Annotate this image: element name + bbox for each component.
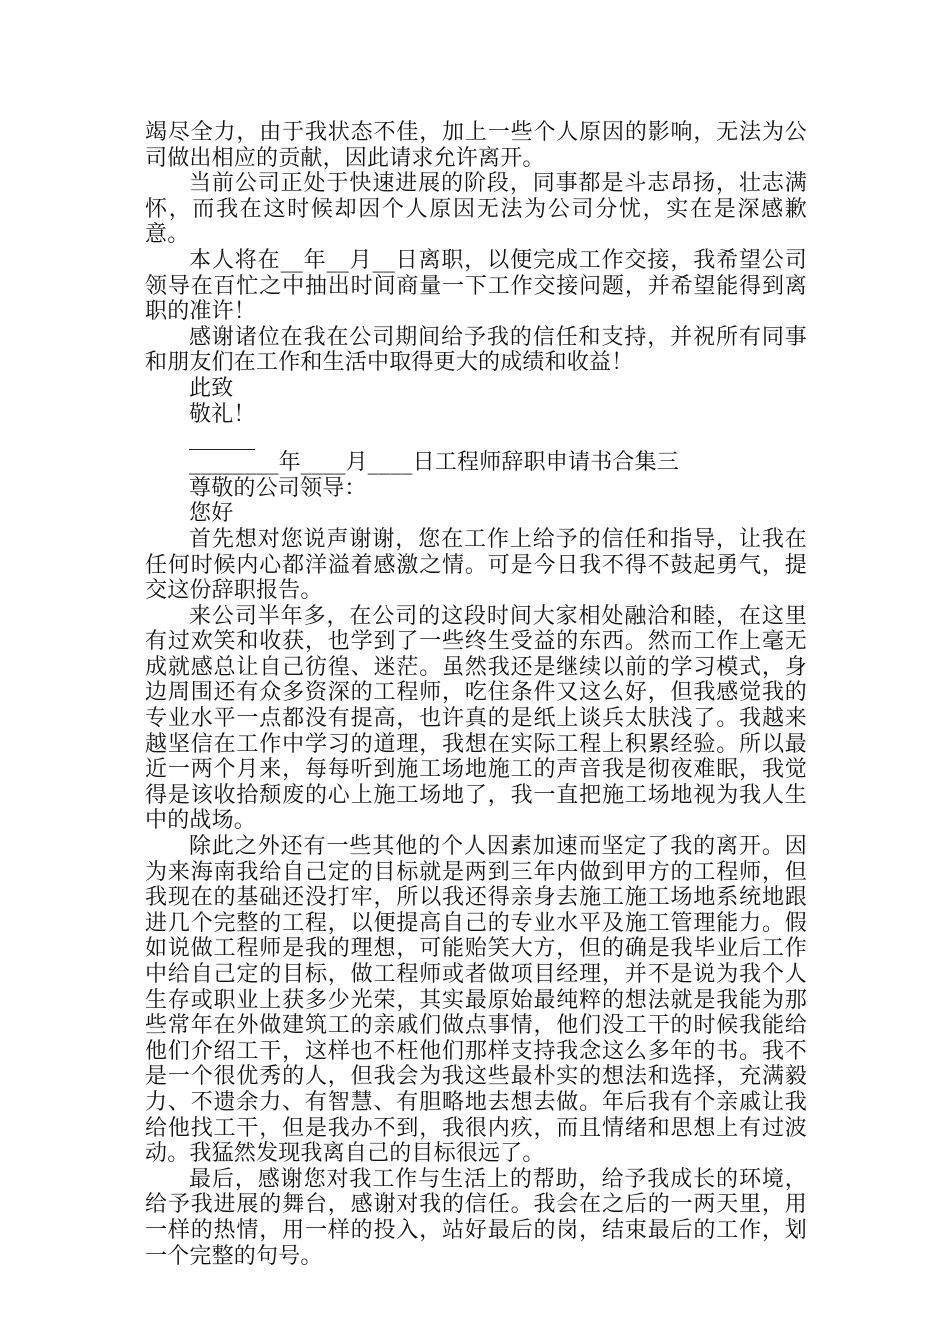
paragraph-company-growth: 当前公司正处于快速进展的阶段，同事都是斗志昂扬，壮志满怀，而我在这时候却因个人原因无法为公司分忧，实在是深感歉意。 [145,171,807,248]
paragraph-personal-reasons: 除此之外还有一些其他的个人因素加速而坚定了我的离开。因为来海南我给自己定的目标就是两到三年内做到甲方的工程师，但我现在的基础还没打牢，所以我还得亲身去施工施工场地系统地跟进几个完整的工程，以便提高自己的专业水平及施工管理能力。假如说做工程师是我的理想，可能贻笑大方，但的确是我毕业后工作中给自己定的目标，做工程师或者做项目经理，并不是说为我个人生存或职业上获多少光荣，其实最原始最纯粹的想法就是我能为那些常年在外做建筑工的亲戚们做点事情，他们没工干的时候我能给他们介绍工干，这样也不枉他们那样支持我念这么多年的书。我不是一个很优秀的人，但我会为我这些最朴实的想法和选择，充满毅力、不遗余力、有智慧、有胆略地去想去做。年后我有个亲戚让我给他找工干，但是我办不到，我很内疚，而且情绪和思想上有过波动。我猛然发现我离自己的目标很远了。 [145,834,807,1167]
signature-line [189,435,255,450]
paragraph-final-thanks: 最后，感谢您对我工作与生活上的帮助，给予我成长的环境，给予我进展的舞台，感谢对我的信任。我会在之后的一两天里，用一样的热情，用一样的投入，站好最后的岗，结束最后的工作，划一个完整的句号。 [145,1166,807,1269]
paragraph-leave-date: 本人将在__年__月__日离职，以便完成工作交接，我希望公司领导在百忙之中抽出时间商量一下工作交接问题，并希望能得到离职的准许！ [145,247,807,325]
closing-cizhi: 此致 [189,375,234,401]
paragraph-continued: 竭尽全力，由于我状态不佳，加上一些个人原因的影响，无法为公司做出相应的贡献，因此请求允许离开。 [145,120,807,171]
paragraph-gratitude: 首先想对您说声谢谢，您在工作上给予的信任和指导，让我在任何时候内心都洋溢着感激之情。可是今日我不得不鼓起勇气，提交这份辞职报告。 [145,526,807,604]
paragraph-thanks: 感谢诸位在我在公司期间给予我的信任和支持，并祝所有同事和朋友们在工作和生活中取得更大的成绩和收益！ [145,324,807,376]
document-body [145,120,807,1269]
paragraph-half-year: 来公司半年多，在公司的这段时间大家相处融洽和睦，在这里有过欢笑和收获，也学到了一些终生受益的东西。然而工作上毫无成就感总让自己彷徨、迷茫。虽然我还是继续以前的学习模式，身边周围还有众多资深的工程师，吃住条件又这么好，但我感觉我的专业水平一点都没有提高，也许真的是纸上谈兵太肤浅了。我越来越坚信在工作中学习的道理，我想在实际工程上积累经验。所以最近一两个月来，每每听到施工场地施工的声音我是彻夜难眠，我觉得是该收拾颓废的心上施工场地了，我一直把施工场地视为我人生中的战场。 [145,603,807,834]
greeting: 您好 [189,501,234,527]
closing-jingli: 敬礼！ [189,401,256,427]
salutation: 尊敬的公司领导： [189,475,367,501]
section-title-line: ________年____月____日工程师辞职申请书合集三 [189,450,680,476]
